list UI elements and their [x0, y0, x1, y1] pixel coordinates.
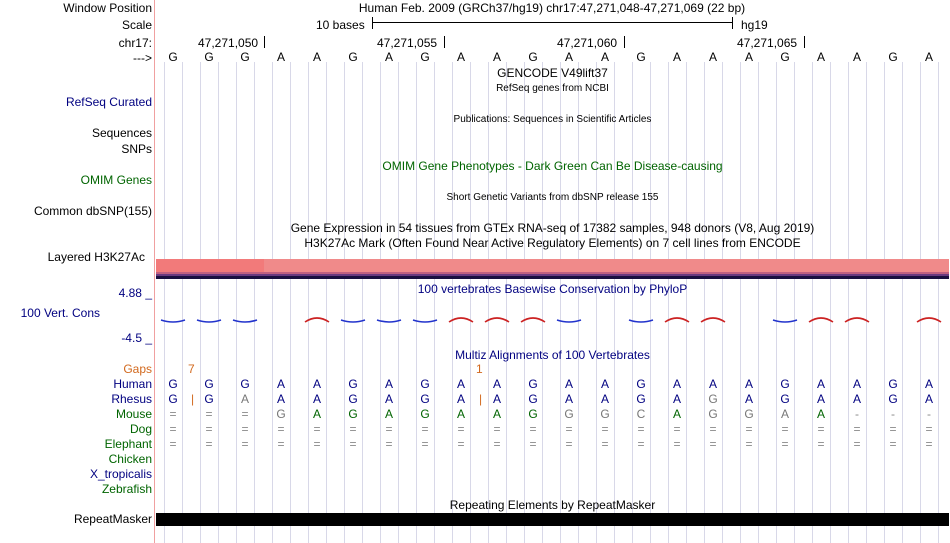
- base-letter: G: [240, 50, 250, 64]
- alignment-base: =: [709, 422, 717, 436]
- alignment-base: =: [637, 437, 645, 451]
- grid-line: [272, 62, 273, 543]
- grid-line: [650, 62, 651, 543]
- alignment-base: =: [169, 422, 177, 436]
- alignment-base: =: [925, 437, 933, 451]
- phylop-glyph: [161, 320, 185, 322]
- grid-line: [740, 62, 741, 543]
- grid-line: [362, 62, 363, 543]
- gencode-title[interactable]: GENCODE V49lift37: [497, 66, 608, 80]
- alignment-base: =: [457, 437, 465, 451]
- alignment-base: A: [384, 377, 393, 391]
- grid-line: [812, 62, 813, 543]
- sequences-label[interactable]: Sequences: [91, 126, 152, 140]
- alignment-base: =: [241, 422, 249, 436]
- dbsnp-desc: Short Genetic Variants from dbSNP release 155: [446, 192, 659, 203]
- alignment-base: =: [781, 437, 789, 451]
- alignment-base: A: [456, 377, 465, 391]
- base-letter: G: [636, 50, 646, 64]
- scale-bar: [372, 22, 733, 23]
- alignment-base: | G: [191, 392, 214, 406]
- phylop-glyph: [845, 318, 869, 322]
- base-letter: G: [528, 50, 538, 64]
- grid-line: [920, 62, 921, 543]
- species-label[interactable]: Chicken: [108, 452, 152, 466]
- phylop-glyph: [485, 318, 509, 322]
- base-letter: A: [492, 50, 501, 64]
- alignment-base: =: [637, 422, 645, 436]
- alignment-base: =: [313, 422, 321, 436]
- grid-line: [164, 62, 165, 543]
- gaps-label[interactable]: Gaps: [123, 362, 152, 376]
- repeatmasker-bar[interactable]: [156, 513, 949, 526]
- alignment-base: =: [565, 437, 573, 451]
- grid-line: [866, 62, 867, 543]
- phylop-glyph: [773, 320, 797, 322]
- alignment-base: =: [205, 407, 213, 421]
- alignment-base: =: [745, 422, 753, 436]
- base-letter: G: [204, 50, 214, 64]
- grid-line: [434, 62, 435, 543]
- base-letter: A: [852, 50, 861, 64]
- alignment-base: G: [420, 407, 430, 421]
- grid-line: [848, 62, 849, 543]
- grid-line: [902, 62, 903, 543]
- window-position-text: Human Feb. 2009 (GRCh37/hg19) chr17:47,271,048-47,271,069 (22 bp): [358, 1, 746, 15]
- grid-line: [344, 62, 345, 543]
- phylop-glyph: [197, 320, 221, 322]
- grid-line: [416, 62, 417, 543]
- base-letter: A: [276, 50, 285, 64]
- alignment-base: A: [312, 407, 321, 421]
- phylop-glyph: [557, 320, 581, 322]
- alignment-base: =: [421, 437, 429, 451]
- grid-line: [182, 62, 183, 543]
- species-label[interactable]: Zebrafish: [101, 482, 152, 496]
- base-letter: A: [924, 50, 933, 64]
- alignment-base: A: [924, 377, 933, 391]
- species-label[interactable]: Rhesus: [111, 392, 152, 406]
- grid-line: [326, 62, 327, 543]
- grid-line: [758, 62, 759, 543]
- alignment-base: -: [855, 407, 859, 421]
- base-letter: G: [888, 50, 898, 64]
- base-letter: A: [564, 50, 573, 64]
- grid-line: [398, 62, 399, 543]
- chrom-label: chr17:: [118, 36, 152, 50]
- alignment-base: =: [745, 437, 753, 451]
- alignment-base: G: [168, 392, 178, 406]
- alignment-base: A: [852, 392, 861, 406]
- alignment-base: =: [457, 422, 465, 436]
- alignment-base: =: [385, 422, 393, 436]
- phylop-glyph: [701, 318, 725, 322]
- alignment-base: G: [708, 407, 718, 421]
- phylop-glyph: [665, 318, 689, 322]
- publications-desc: Publications: Sequences in Scientific Articles: [453, 114, 652, 125]
- alignment-base: =: [421, 422, 429, 436]
- alignment-base: =: [313, 437, 321, 451]
- grid-line: [578, 62, 579, 543]
- alignment-base: A: [456, 392, 465, 406]
- base-letter: G: [168, 50, 178, 64]
- alignment-base: G: [600, 407, 610, 421]
- refseq-label[interactable]: RefSeq Curated: [65, 95, 152, 109]
- dbsnp-label[interactable]: Common dbSNP(155): [33, 204, 152, 218]
- grid-line: [236, 62, 237, 543]
- species-label[interactable]: X_tropicalis: [89, 467, 152, 481]
- grid-line: [218, 62, 219, 543]
- alignment-base: =: [529, 422, 537, 436]
- alignment-base: G: [420, 392, 430, 406]
- base-letter: G: [348, 50, 358, 64]
- alignment-base: A: [276, 392, 285, 406]
- alignment-base: G: [888, 392, 898, 406]
- phylop-signal[interactable]: [156, 310, 949, 330]
- alignment-base: A: [600, 377, 609, 391]
- alignment-base: =: [673, 422, 681, 436]
- snps-label[interactable]: SNPs: [121, 142, 152, 156]
- alignment-base: A: [492, 377, 501, 391]
- base-letter: A: [456, 50, 465, 64]
- alignment-base: G: [204, 377, 214, 391]
- repeat-desc: Repeating Elements by RepeatMasker: [449, 498, 656, 512]
- alignment-base: A: [384, 407, 393, 421]
- grid-line: [470, 62, 471, 543]
- alignment-base: =: [817, 422, 825, 436]
- base-letter: A: [816, 50, 825, 64]
- alignment-base: A: [672, 377, 681, 391]
- grid-line: [686, 62, 687, 543]
- phylop-max-label: 4.88 _: [118, 286, 152, 300]
- alignment-base: =: [277, 422, 285, 436]
- omim-desc: OMIM Gene Phenotypes - Dark Green Can Be Disease-causing: [382, 159, 723, 173]
- grid-line: [560, 62, 561, 543]
- coord-3: 47,271,060: [557, 36, 618, 50]
- phylop-glyph: [809, 318, 833, 322]
- grid-line: [290, 62, 291, 543]
- alignment-base: =: [169, 437, 177, 451]
- alignment-base: G: [348, 407, 358, 421]
- base-letter: A: [708, 50, 717, 64]
- alignment-base: A: [780, 407, 789, 421]
- alignment-base: G: [348, 392, 358, 406]
- species-label[interactable]: Dog: [129, 422, 152, 436]
- coord-tick-3: [624, 36, 625, 48]
- alignment-base: A: [600, 392, 609, 406]
- species-label[interactable]: Mouse: [115, 407, 152, 421]
- coord-tick-4: [804, 36, 805, 48]
- alignment-base: A: [816, 407, 825, 421]
- alignment-base: =: [349, 422, 357, 436]
- phylop-glyph: [917, 318, 941, 322]
- grid-line: [380, 62, 381, 543]
- alignment-base: G: [420, 377, 430, 391]
- alignment-base: =: [205, 422, 213, 436]
- alignment-base: A: [744, 377, 753, 391]
- alignment-base: A: [816, 377, 825, 391]
- alignment-base: G: [240, 377, 250, 391]
- grid-line: [308, 62, 309, 543]
- grid-line: [884, 62, 885, 543]
- alignment-base: G: [528, 377, 538, 391]
- alignment-base: =: [565, 422, 573, 436]
- alignment-base: -: [927, 407, 931, 421]
- alignment-base: G: [708, 392, 718, 406]
- grid-line: [506, 62, 507, 543]
- base-letter: G: [780, 50, 790, 64]
- alignment-base: G: [528, 407, 538, 421]
- window-position-label: Window Position: [63, 1, 152, 15]
- alignment-base: G: [636, 377, 646, 391]
- alignment-base: A: [492, 407, 501, 421]
- omim-label[interactable]: OMIM Genes: [80, 173, 152, 187]
- alignment-base: =: [601, 422, 609, 436]
- alignment-base: =: [493, 422, 501, 436]
- scale-label: Scale: [121, 18, 152, 32]
- alignment-base: =: [853, 437, 861, 451]
- grid-line: [452, 62, 453, 543]
- alignment-base: =: [385, 437, 393, 451]
- grid-line: [200, 62, 201, 543]
- grid-line: [632, 62, 633, 543]
- alignment-base: A: [456, 407, 465, 421]
- base-letter: A: [384, 50, 393, 64]
- grid-line: [722, 62, 723, 543]
- alignment-base: G: [348, 377, 358, 391]
- grid-line: [596, 62, 597, 543]
- phylop-desc: 100 vertebrates Basewise Conservation by PhyloP: [417, 282, 688, 296]
- alignment-base: =: [925, 422, 933, 436]
- grid-line: [524, 62, 525, 543]
- coord-tick-1: [264, 36, 265, 48]
- grid-line: [254, 62, 255, 543]
- base-letter: A: [672, 50, 681, 64]
- phylop-glyph: [341, 320, 365, 322]
- alignment-base: G: [564, 407, 574, 421]
- phylop-glyph: [413, 320, 437, 322]
- coord-1: 47,271,050: [198, 36, 259, 50]
- alignment-base: =: [889, 437, 897, 451]
- alignment-base: | A: [479, 392, 501, 406]
- repeatmasker-label[interactable]: RepeatMasker: [73, 512, 152, 526]
- alignment-base: A: [672, 407, 681, 421]
- alignment-base: A: [276, 377, 285, 391]
- refseq-desc: RefSeq genes from NCBI: [496, 83, 609, 94]
- alignment-base: G: [744, 407, 754, 421]
- gap-mark: 7: [188, 362, 195, 376]
- phylop-label[interactable]: 100 Vert. Cons: [20, 306, 100, 320]
- alignment-base: =: [781, 422, 789, 436]
- alignment-base: A: [816, 392, 825, 406]
- alignment-base: A: [672, 392, 681, 406]
- alignment-base: A: [312, 377, 321, 391]
- scale-bar-left: [372, 17, 373, 29]
- phylop-glyph: [305, 318, 329, 322]
- grid-line: [830, 62, 831, 543]
- base-letter: G: [420, 50, 430, 64]
- grid-line: [542, 62, 543, 543]
- base-letter: A: [744, 50, 753, 64]
- coord-tick-2: [444, 36, 445, 48]
- alignment-base: G: [888, 377, 898, 391]
- alignment-base: =: [241, 407, 249, 421]
- alignment-base: =: [853, 422, 861, 436]
- alignment-base: A: [744, 392, 753, 406]
- phylop-glyph: [449, 318, 473, 322]
- alignment-base: G: [276, 407, 286, 421]
- alignment-base: G: [528, 392, 538, 406]
- alignment-base: =: [493, 437, 501, 451]
- strand-label[interactable]: --->: [133, 51, 152, 65]
- grid-line: [488, 62, 489, 543]
- alignment-base: A: [312, 392, 321, 406]
- grid-line: [776, 62, 777, 543]
- multiz-desc: Multiz Alignments of 100 Vertebrates: [455, 348, 650, 362]
- phylop-glyph: [629, 320, 653, 322]
- alignment-base: A: [852, 377, 861, 391]
- alignment-base: -: [891, 407, 895, 421]
- alignment-base: A: [564, 392, 573, 406]
- alignment-base: =: [889, 422, 897, 436]
- alignment-base: G: [780, 377, 790, 391]
- species-label[interactable]: Human: [113, 377, 152, 391]
- alignment-base: =: [277, 437, 285, 451]
- gap-mark: 1: [476, 362, 483, 376]
- alignment-base: =: [601, 437, 609, 451]
- alignment-base: A: [708, 377, 717, 391]
- alignment-base: =: [169, 407, 177, 421]
- alignment-base: =: [241, 437, 249, 451]
- assembly-text: hg19: [741, 18, 768, 32]
- species-label[interactable]: Elephant: [104, 437, 152, 451]
- scale-bar-right: [732, 17, 733, 29]
- grid-line: [794, 62, 795, 543]
- phylop-min-label: -4.5 _: [121, 331, 152, 345]
- alignment-base: =: [709, 437, 717, 451]
- alignment-base: =: [349, 437, 357, 451]
- coord-4: 47,271,065: [737, 36, 798, 50]
- alignment-base: A: [564, 377, 573, 391]
- alignment-base: C: [636, 407, 646, 421]
- alignment-base: A: [384, 392, 393, 406]
- alignment-base: =: [205, 437, 213, 451]
- alignment-base: =: [673, 437, 681, 451]
- alignment-base: A: [924, 392, 933, 406]
- phylop-glyph: [521, 318, 545, 322]
- grid-line: [668, 62, 669, 543]
- phylop-glyph: [233, 320, 257, 322]
- grid-line: [704, 62, 705, 543]
- alignment-base: G: [168, 377, 178, 391]
- alignment-base: =: [529, 437, 537, 451]
- phylop-glyph: [377, 320, 401, 322]
- h3k27ac-signal[interactable]: [156, 259, 949, 279]
- base-letter: A: [312, 50, 321, 64]
- alignment-base: =: [817, 437, 825, 451]
- alignment-base: G: [780, 392, 790, 406]
- base-letter: A: [600, 50, 609, 64]
- alignment-base: G: [636, 392, 646, 406]
- scale-text: 10 bases: [316, 18, 365, 32]
- h3k27ac-desc: H3K27Ac Mark (Often Found Near Active Regulatory Elements) on 7 cell lines from ENCODE: [304, 236, 801, 250]
- grid-line: [614, 62, 615, 543]
- coord-2: 47,271,055: [377, 36, 438, 50]
- alignment-base: A: [240, 392, 249, 406]
- h3k27ac-label[interactable]: Layered H3K27Ac: [47, 250, 145, 264]
- gtex-desc: Gene Expression in 54 tissues from GTEx RNA-seq of 17382 samples, 948 donors (V8, Aug 2019): [290, 221, 815, 235]
- grid-line: [938, 62, 939, 543]
